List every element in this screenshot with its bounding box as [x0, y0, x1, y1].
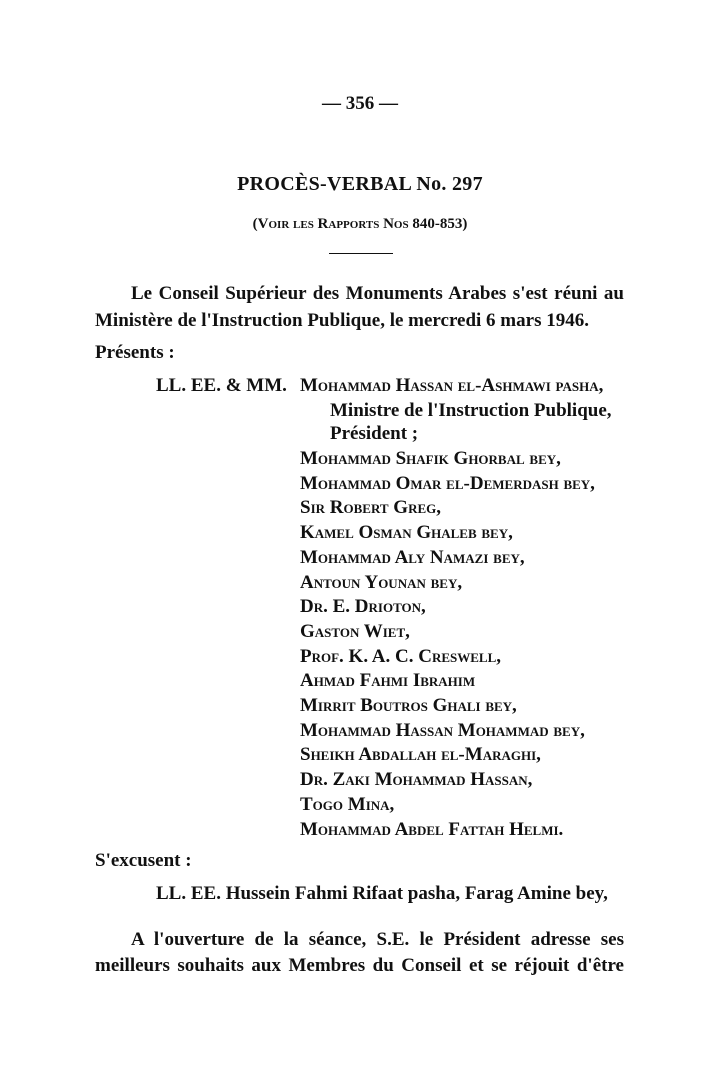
member-name: Ahmad Fahmi Ibrahim	[300, 670, 476, 691]
member-name: Kamel Osman Ghaleb bey,	[300, 522, 513, 543]
member-name: Dr. E. Drioton,	[300, 596, 426, 617]
intro-line-2: Ministère de l'Instruction Publique, le mercredi 6 mars 1946.	[95, 310, 589, 331]
report-reference: (Voir les Rapports Nos 840-853)	[252, 216, 468, 232]
member-name: Mohammad Abdel Fattah Helmi.	[300, 819, 564, 840]
member-name: Sir Robert Greg,	[300, 497, 441, 518]
presents-label: Présents :	[95, 342, 175, 363]
member-name: Dr. Zaki Mohammad Hassan,	[300, 769, 533, 790]
page-title: PROCÈS-VERBAL No. 297	[237, 173, 483, 195]
president-name: Mohammad Hassan el-Ashmawi pasha,	[300, 375, 604, 396]
opening-line-2: meilleurs souhaits aux Membres du Conseil et se réjouit d'être	[95, 955, 624, 976]
member-name: Mirrit Boutros Ghali bey,	[300, 695, 517, 716]
member-name: Mohammad Omar el-Demerdash bey,	[300, 473, 595, 494]
member-name: Mohammad Aly Namazi bey,	[300, 547, 525, 568]
opening-line-1: A l'ouverture de la séance, S.E. le Président adresse ses	[131, 929, 624, 950]
excused-label: S'excusent :	[95, 850, 192, 871]
member-name: Mohammad Hassan Mohammad bey,	[300, 720, 585, 741]
member-name: Sheikh Abdallah el-Maraghi,	[300, 744, 541, 765]
page-number: — 356 —	[322, 93, 398, 114]
excused-text: LL. EE. Hussein Fahmi Rifaat pasha, Farag Amine bey,	[156, 883, 608, 904]
member-name: Gaston Wiet,	[300, 621, 410, 642]
member-name: Antoun Younan bey,	[300, 572, 463, 593]
member-name: Mohammad Shafik Ghorbal bey,	[300, 448, 561, 469]
presents-prefix: LL. EE. & MM.	[156, 375, 287, 396]
member-name: Prof. K. A. C. Creswell,	[300, 646, 501, 667]
member-name: Togo Mina,	[300, 794, 395, 815]
title-divider	[329, 253, 393, 254]
president-role-line-2: Président ;	[330, 423, 419, 444]
president-role-line-1: Ministre de l'Instruction Publique,	[330, 400, 612, 421]
intro-line-1: Le Conseil Supérieur des Monuments Arabes s'est réuni au	[131, 283, 624, 304]
